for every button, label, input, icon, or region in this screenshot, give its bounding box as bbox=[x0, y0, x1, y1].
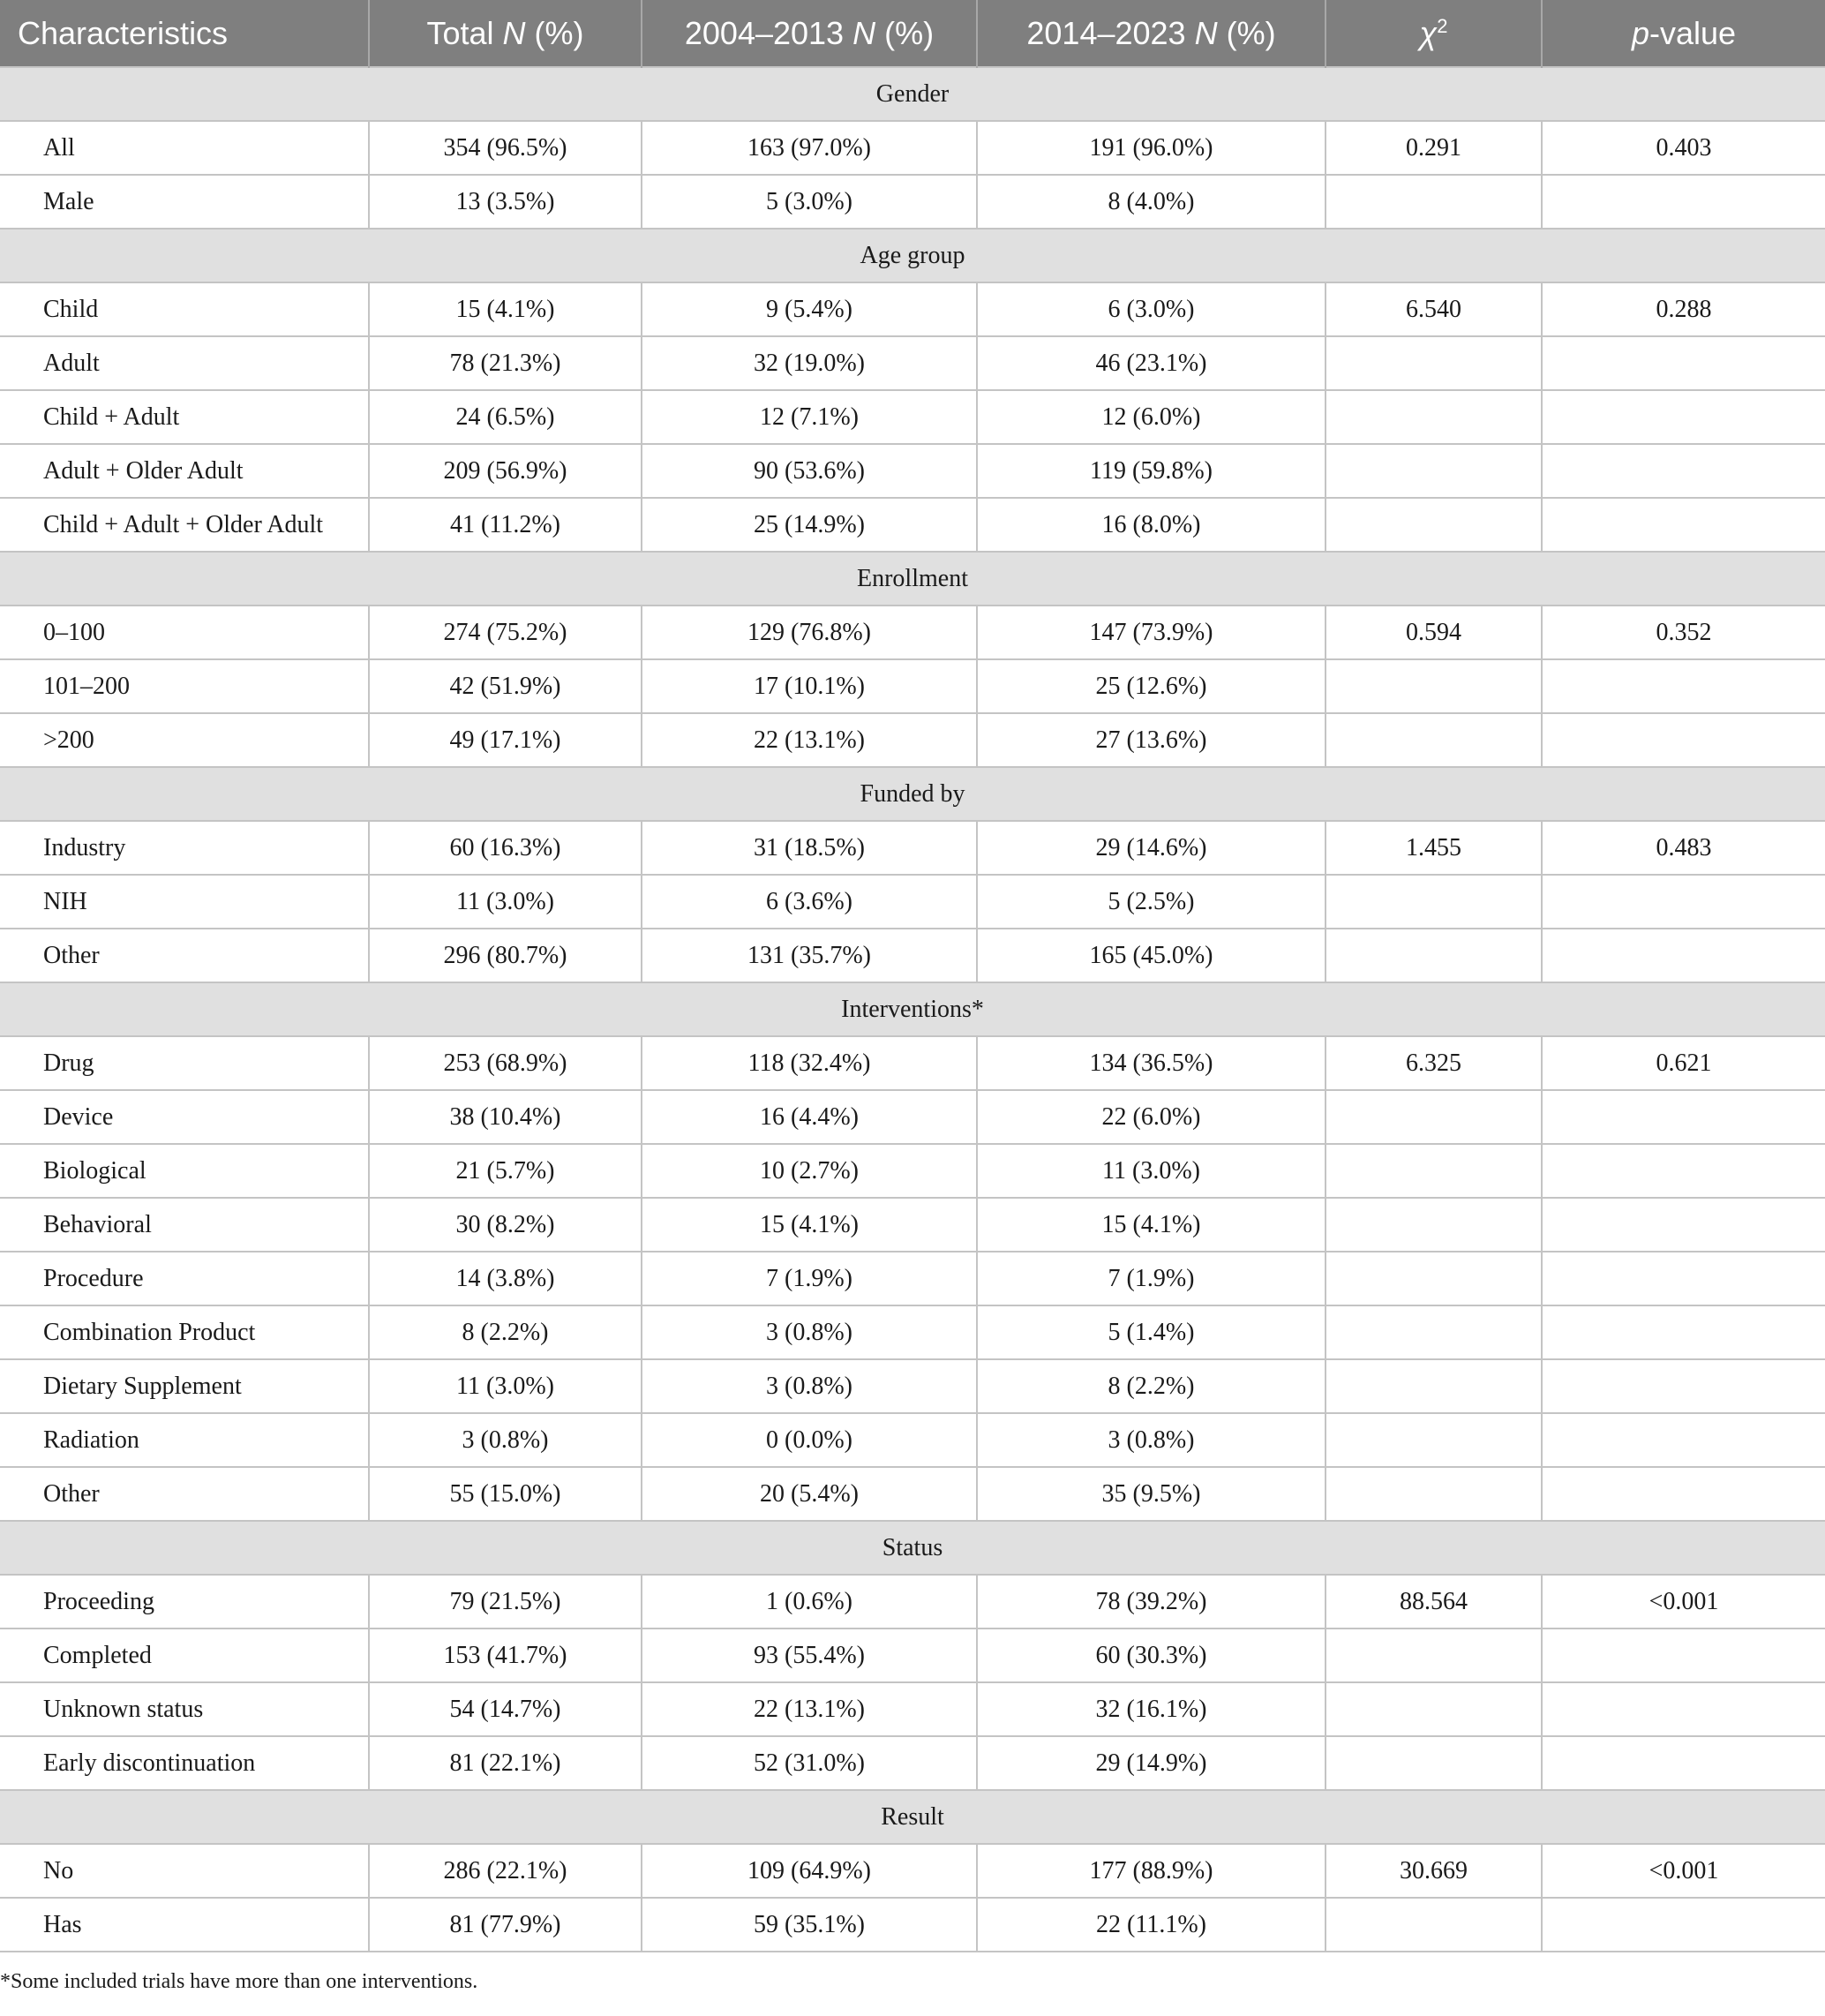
table-row bbox=[0, 498, 1825, 552]
period-2004-2013-cell: 3 (0.8%) bbox=[642, 1305, 977, 1359]
section-title: Interventions* bbox=[0, 982, 1825, 1036]
row-label-cell: Child + Adult + Older Adult bbox=[0, 498, 369, 552]
table-row bbox=[0, 1736, 1825, 1790]
chi-square-cell bbox=[1326, 1736, 1542, 1790]
row-label-cell: No bbox=[0, 1844, 369, 1898]
period-2014-2023-cell: 119 (59.8%) bbox=[977, 444, 1326, 498]
table-row bbox=[0, 1898, 1825, 1952]
table-row bbox=[0, 1252, 1825, 1305]
header-p-suffix: -value bbox=[1649, 14, 1737, 51]
table-body bbox=[0, 67, 1825, 1952]
p-value-cell bbox=[1542, 713, 1825, 767]
table-row bbox=[0, 929, 1825, 982]
table-row bbox=[0, 1198, 1825, 1252]
row-label-cell: Device bbox=[0, 1090, 369, 1144]
total-n-cell: 153 (41.7%) bbox=[369, 1629, 642, 1682]
header-chi-sup: 2 bbox=[1437, 14, 1448, 37]
row-label-cell: Unknown status bbox=[0, 1682, 369, 1736]
total-n-cell: 49 (17.1%) bbox=[369, 713, 642, 767]
p-value-cell: 0.403 bbox=[1542, 121, 1825, 175]
period-2014-2023-cell: 12 (6.0%) bbox=[977, 390, 1326, 444]
period-2014-2023-cell: 165 (45.0%) bbox=[977, 929, 1326, 982]
chi-square-cell bbox=[1326, 1144, 1542, 1198]
header-p2-label: 2014–2023 bbox=[1026, 14, 1186, 51]
chi-square-cell bbox=[1326, 1898, 1542, 1952]
period-2014-2023-cell: 8 (4.0%) bbox=[977, 175, 1326, 229]
period-2014-2023-cell: 8 (2.2%) bbox=[977, 1359, 1326, 1413]
period-2004-2013-cell: 59 (35.1%) bbox=[642, 1898, 977, 1952]
total-n-cell: 209 (56.9%) bbox=[369, 444, 642, 498]
p-value-cell: 0.352 bbox=[1542, 606, 1825, 659]
header-characteristics bbox=[0, 0, 369, 67]
chi-square-cell: 0.291 bbox=[1326, 121, 1542, 175]
chi-square-cell bbox=[1326, 1467, 1542, 1521]
period-2004-2013-cell: 22 (13.1%) bbox=[642, 1682, 977, 1736]
total-n-cell: 8 (2.2%) bbox=[369, 1305, 642, 1359]
table-row bbox=[0, 1575, 1825, 1629]
table-row bbox=[0, 1467, 1825, 1521]
table-row bbox=[0, 1036, 1825, 1090]
chi-square-cell bbox=[1326, 1682, 1542, 1736]
row-label-cell: Biological bbox=[0, 1144, 369, 1198]
period-2004-2013-cell: 52 (31.0%) bbox=[642, 1736, 977, 1790]
period-2004-2013-cell: 129 (76.8%) bbox=[642, 606, 977, 659]
section-header-row bbox=[0, 982, 1825, 1036]
header-characteristics-label: Characteristics bbox=[18, 14, 229, 51]
chi-square-cell bbox=[1326, 390, 1542, 444]
period-2014-2023-cell: 147 (73.9%) bbox=[977, 606, 1326, 659]
p-value-cell bbox=[1542, 1359, 1825, 1413]
header-total-pct: (%) bbox=[534, 14, 584, 51]
period-2014-2023-cell: 5 (1.4%) bbox=[977, 1305, 1326, 1359]
period-2004-2013-cell: 20 (5.4%) bbox=[642, 1467, 977, 1521]
period-2014-2023-cell: 32 (16.1%) bbox=[977, 1682, 1326, 1736]
row-label-cell: Child + Adult bbox=[0, 390, 369, 444]
header-row bbox=[0, 0, 1825, 67]
chi-square-cell: 6.325 bbox=[1326, 1036, 1542, 1090]
row-label-cell: >200 bbox=[0, 713, 369, 767]
period-2004-2013-cell: 22 (13.1%) bbox=[642, 713, 977, 767]
period-2004-2013-cell: 17 (10.1%) bbox=[642, 659, 977, 713]
period-2004-2013-cell: 16 (4.4%) bbox=[642, 1090, 977, 1144]
period-2004-2013-cell: 7 (1.9%) bbox=[642, 1252, 977, 1305]
chi-square-cell bbox=[1326, 1629, 1542, 1682]
period-2014-2023-cell: 78 (39.2%) bbox=[977, 1575, 1326, 1629]
table-row bbox=[0, 1682, 1825, 1736]
row-label-cell: All bbox=[0, 121, 369, 175]
section-header-row bbox=[0, 1790, 1825, 1844]
p-value-cell bbox=[1542, 1198, 1825, 1252]
p-value-cell bbox=[1542, 1898, 1825, 1952]
row-label-cell: Procedure bbox=[0, 1252, 369, 1305]
period-2014-2023-cell: 22 (11.1%) bbox=[977, 1898, 1326, 1952]
chi-square-cell: 1.455 bbox=[1326, 821, 1542, 875]
total-n-cell: 81 (77.9%) bbox=[369, 1898, 642, 1952]
section-title: Enrollment bbox=[0, 552, 1825, 606]
total-n-cell: 11 (3.0%) bbox=[369, 1359, 642, 1413]
period-2004-2013-cell: 131 (35.7%) bbox=[642, 929, 977, 982]
header-p2-n: N bbox=[1194, 14, 1218, 51]
chi-square-cell bbox=[1326, 1090, 1542, 1144]
period-2014-2023-cell: 22 (6.0%) bbox=[977, 1090, 1326, 1144]
row-label-cell: Child bbox=[0, 282, 369, 336]
total-n-cell: 79 (21.5%) bbox=[369, 1575, 642, 1629]
table-row bbox=[0, 1844, 1825, 1898]
p-value-cell: <0.001 bbox=[1542, 1575, 1825, 1629]
total-n-cell: 78 (21.3%) bbox=[369, 336, 642, 390]
chi-square-cell: 88.564 bbox=[1326, 1575, 1542, 1629]
table-row bbox=[0, 659, 1825, 713]
period-2014-2023-cell: 5 (2.5%) bbox=[977, 875, 1326, 929]
p-value-cell: <0.001 bbox=[1542, 1844, 1825, 1898]
table-header bbox=[0, 0, 1825, 67]
row-label-cell: Male bbox=[0, 175, 369, 229]
chi-square-cell bbox=[1326, 498, 1542, 552]
table-row bbox=[0, 1090, 1825, 1144]
table-row bbox=[0, 444, 1825, 498]
section-header-row bbox=[0, 67, 1825, 121]
period-2004-2013-cell: 0 (0.0%) bbox=[642, 1413, 977, 1467]
period-2014-2023-cell: 46 (23.1%) bbox=[977, 336, 1326, 390]
period-2014-2023-cell: 191 (96.0%) bbox=[977, 121, 1326, 175]
header-p1-n: N bbox=[852, 14, 876, 51]
period-2014-2023-cell: 3 (0.8%) bbox=[977, 1413, 1326, 1467]
period-2004-2013-cell: 163 (97.0%) bbox=[642, 121, 977, 175]
period-2014-2023-cell: 60 (30.3%) bbox=[977, 1629, 1326, 1682]
period-2004-2013-cell: 1 (0.6%) bbox=[642, 1575, 977, 1629]
total-n-cell: 41 (11.2%) bbox=[369, 498, 642, 552]
chi-square-cell bbox=[1326, 1359, 1542, 1413]
total-n-cell: 11 (3.0%) bbox=[369, 875, 642, 929]
chi-square-cell bbox=[1326, 444, 1542, 498]
header-p-value bbox=[1542, 0, 1825, 67]
p-value-cell bbox=[1542, 1629, 1825, 1682]
header-p-italic: p bbox=[1631, 14, 1649, 51]
period-2004-2013-cell: 6 (3.6%) bbox=[642, 875, 977, 929]
table-row bbox=[0, 1359, 1825, 1413]
chi-square-cell bbox=[1326, 1198, 1542, 1252]
total-n-cell: 253 (68.9%) bbox=[369, 1036, 642, 1090]
row-label-cell: Dietary Supplement bbox=[0, 1359, 369, 1413]
total-n-cell: 81 (22.1%) bbox=[369, 1736, 642, 1790]
row-label-cell: 0–100 bbox=[0, 606, 369, 659]
row-label-cell: Radiation bbox=[0, 1413, 369, 1467]
total-n-cell: 24 (6.5%) bbox=[369, 390, 642, 444]
p-value-cell bbox=[1542, 175, 1825, 229]
period-2004-2013-cell: 5 (3.0%) bbox=[642, 175, 977, 229]
p-value-cell bbox=[1542, 498, 1825, 552]
p-value-cell bbox=[1542, 444, 1825, 498]
period-2014-2023-cell: 15 (4.1%) bbox=[977, 1198, 1326, 1252]
total-n-cell: 15 (4.1%) bbox=[369, 282, 642, 336]
section-title: Age group bbox=[0, 229, 1825, 282]
total-n-cell: 54 (14.7%) bbox=[369, 1682, 642, 1736]
chi-square-cell bbox=[1326, 1252, 1542, 1305]
period-2014-2023-cell: 11 (3.0%) bbox=[977, 1144, 1326, 1198]
chi-square-cell bbox=[1326, 175, 1542, 229]
p-value-cell bbox=[1542, 1090, 1825, 1144]
header-total-n: N bbox=[502, 14, 526, 51]
period-2004-2013-cell: 109 (64.9%) bbox=[642, 1844, 977, 1898]
chi-square-cell bbox=[1326, 336, 1542, 390]
p-value-cell bbox=[1542, 659, 1825, 713]
period-2014-2023-cell: 25 (12.6%) bbox=[977, 659, 1326, 713]
chi-square-cell bbox=[1326, 659, 1542, 713]
total-n-cell: 38 (10.4%) bbox=[369, 1090, 642, 1144]
p-value-cell bbox=[1542, 1467, 1825, 1521]
period-2004-2013-cell: 15 (4.1%) bbox=[642, 1198, 977, 1252]
header-chi-square bbox=[1326, 0, 1542, 67]
row-label-cell: Other bbox=[0, 1467, 369, 1521]
period-2014-2023-cell: 29 (14.9%) bbox=[977, 1736, 1326, 1790]
row-label-cell: Adult bbox=[0, 336, 369, 390]
chi-square-cell: 6.540 bbox=[1326, 282, 1542, 336]
period-2004-2013-cell: 9 (5.4%) bbox=[642, 282, 977, 336]
total-n-cell: 60 (16.3%) bbox=[369, 821, 642, 875]
row-label-cell: Combination Product bbox=[0, 1305, 369, 1359]
p-value-cell bbox=[1542, 1413, 1825, 1467]
period-2004-2013-cell: 12 (7.1%) bbox=[642, 390, 977, 444]
table-row bbox=[0, 713, 1825, 767]
row-label-cell: Has bbox=[0, 1898, 369, 1952]
table-row bbox=[0, 336, 1825, 390]
p-value-cell bbox=[1542, 875, 1825, 929]
period-2014-2023-cell: 29 (14.6%) bbox=[977, 821, 1326, 875]
total-n-cell: 13 (3.5%) bbox=[369, 175, 642, 229]
total-n-cell: 30 (8.2%) bbox=[369, 1198, 642, 1252]
row-label-cell: Early discontinuation bbox=[0, 1736, 369, 1790]
p-value-cell: 0.288 bbox=[1542, 282, 1825, 336]
section-title: Gender bbox=[0, 67, 1825, 121]
chi-square-cell bbox=[1326, 929, 1542, 982]
total-n-cell: 274 (75.2%) bbox=[369, 606, 642, 659]
table-row bbox=[0, 1305, 1825, 1359]
section-title: Result bbox=[0, 1790, 1825, 1844]
period-2014-2023-cell: 6 (3.0%) bbox=[977, 282, 1326, 336]
period-2004-2013-cell: 118 (32.4%) bbox=[642, 1036, 977, 1090]
period-2014-2023-cell: 27 (13.6%) bbox=[977, 713, 1326, 767]
p-value-cell bbox=[1542, 1252, 1825, 1305]
header-chi-symbol: χ bbox=[1419, 14, 1438, 51]
header-p1-pct: (%) bbox=[884, 14, 935, 51]
total-n-cell: 354 (96.5%) bbox=[369, 121, 642, 175]
row-label-cell: 101–200 bbox=[0, 659, 369, 713]
row-label-cell: Behavioral bbox=[0, 1198, 369, 1252]
p-value-cell bbox=[1542, 1305, 1825, 1359]
total-n-cell: 296 (80.7%) bbox=[369, 929, 642, 982]
total-n-cell: 3 (0.8%) bbox=[369, 1413, 642, 1467]
total-n-cell: 14 (3.8%) bbox=[369, 1252, 642, 1305]
period-2014-2023-cell: 7 (1.9%) bbox=[977, 1252, 1326, 1305]
chi-square-cell bbox=[1326, 875, 1542, 929]
table-row bbox=[0, 875, 1825, 929]
period-2014-2023-cell: 177 (88.9%) bbox=[977, 1844, 1326, 1898]
period-2004-2013-cell: 31 (18.5%) bbox=[642, 821, 977, 875]
section-header-row bbox=[0, 1521, 1825, 1575]
section-title: Status bbox=[0, 1521, 1825, 1575]
row-label-cell: Other bbox=[0, 929, 369, 982]
header-period-2004-2013 bbox=[642, 0, 977, 67]
p-value-cell bbox=[1542, 929, 1825, 982]
period-2004-2013-cell: 25 (14.9%) bbox=[642, 498, 977, 552]
table-row bbox=[0, 1144, 1825, 1198]
table-row bbox=[0, 390, 1825, 444]
table-row bbox=[0, 175, 1825, 229]
p-value-cell bbox=[1542, 336, 1825, 390]
table-row bbox=[0, 821, 1825, 875]
row-label-cell: Adult + Older Adult bbox=[0, 444, 369, 498]
period-2014-2023-cell: 35 (9.5%) bbox=[977, 1467, 1326, 1521]
header-p1-label: 2004–2013 bbox=[684, 14, 845, 51]
p-value-cell bbox=[1542, 1144, 1825, 1198]
period-2004-2013-cell: 90 (53.6%) bbox=[642, 444, 977, 498]
section-header-row bbox=[0, 229, 1825, 282]
period-2004-2013-cell: 93 (55.4%) bbox=[642, 1629, 977, 1682]
section-title: Funded by bbox=[0, 767, 1825, 821]
period-2004-2013-cell: 32 (19.0%) bbox=[642, 336, 977, 390]
row-label-cell: Drug bbox=[0, 1036, 369, 1090]
row-label-cell: Completed bbox=[0, 1629, 369, 1682]
period-2004-2013-cell: 10 (2.7%) bbox=[642, 1144, 977, 1198]
period-2014-2023-cell: 134 (36.5%) bbox=[977, 1036, 1326, 1090]
total-n-cell: 286 (22.1%) bbox=[369, 1844, 642, 1898]
chi-square-cell: 0.594 bbox=[1326, 606, 1542, 659]
chi-square-cell bbox=[1326, 1413, 1542, 1467]
chi-square-cell bbox=[1326, 1305, 1542, 1359]
period-2004-2013-cell: 3 (0.8%) bbox=[642, 1359, 977, 1413]
p-value-cell bbox=[1542, 390, 1825, 444]
header-total-label: Total bbox=[426, 14, 494, 51]
header-p2-pct: (%) bbox=[1226, 14, 1276, 51]
table-row bbox=[0, 606, 1825, 659]
p-value-cell: 0.483 bbox=[1542, 821, 1825, 875]
row-label-cell: Industry bbox=[0, 821, 369, 875]
chi-square-cell bbox=[1326, 713, 1542, 767]
period-2014-2023-cell: 16 (8.0%) bbox=[977, 498, 1326, 552]
chi-square-cell: 30.669 bbox=[1326, 1844, 1542, 1898]
table-row bbox=[0, 1629, 1825, 1682]
section-header-row bbox=[0, 552, 1825, 606]
p-value-cell bbox=[1542, 1736, 1825, 1790]
table-footnote: *Some included trials have more than one interventions. bbox=[0, 1970, 478, 1993]
total-n-cell: 21 (5.7%) bbox=[369, 1144, 642, 1198]
header-period-2014-2023 bbox=[977, 0, 1326, 67]
row-label-cell: Proceeding bbox=[0, 1575, 369, 1629]
row-label-cell: NIH bbox=[0, 875, 369, 929]
p-value-cell bbox=[1542, 1682, 1825, 1736]
table-row bbox=[0, 282, 1825, 336]
total-n-cell: 42 (51.9%) bbox=[369, 659, 642, 713]
table-row bbox=[0, 1413, 1825, 1467]
p-value-cell: 0.621 bbox=[1542, 1036, 1825, 1090]
header-total bbox=[369, 0, 642, 67]
total-n-cell: 55 (15.0%) bbox=[369, 1467, 642, 1521]
section-header-row bbox=[0, 767, 1825, 821]
table-row bbox=[0, 121, 1825, 175]
